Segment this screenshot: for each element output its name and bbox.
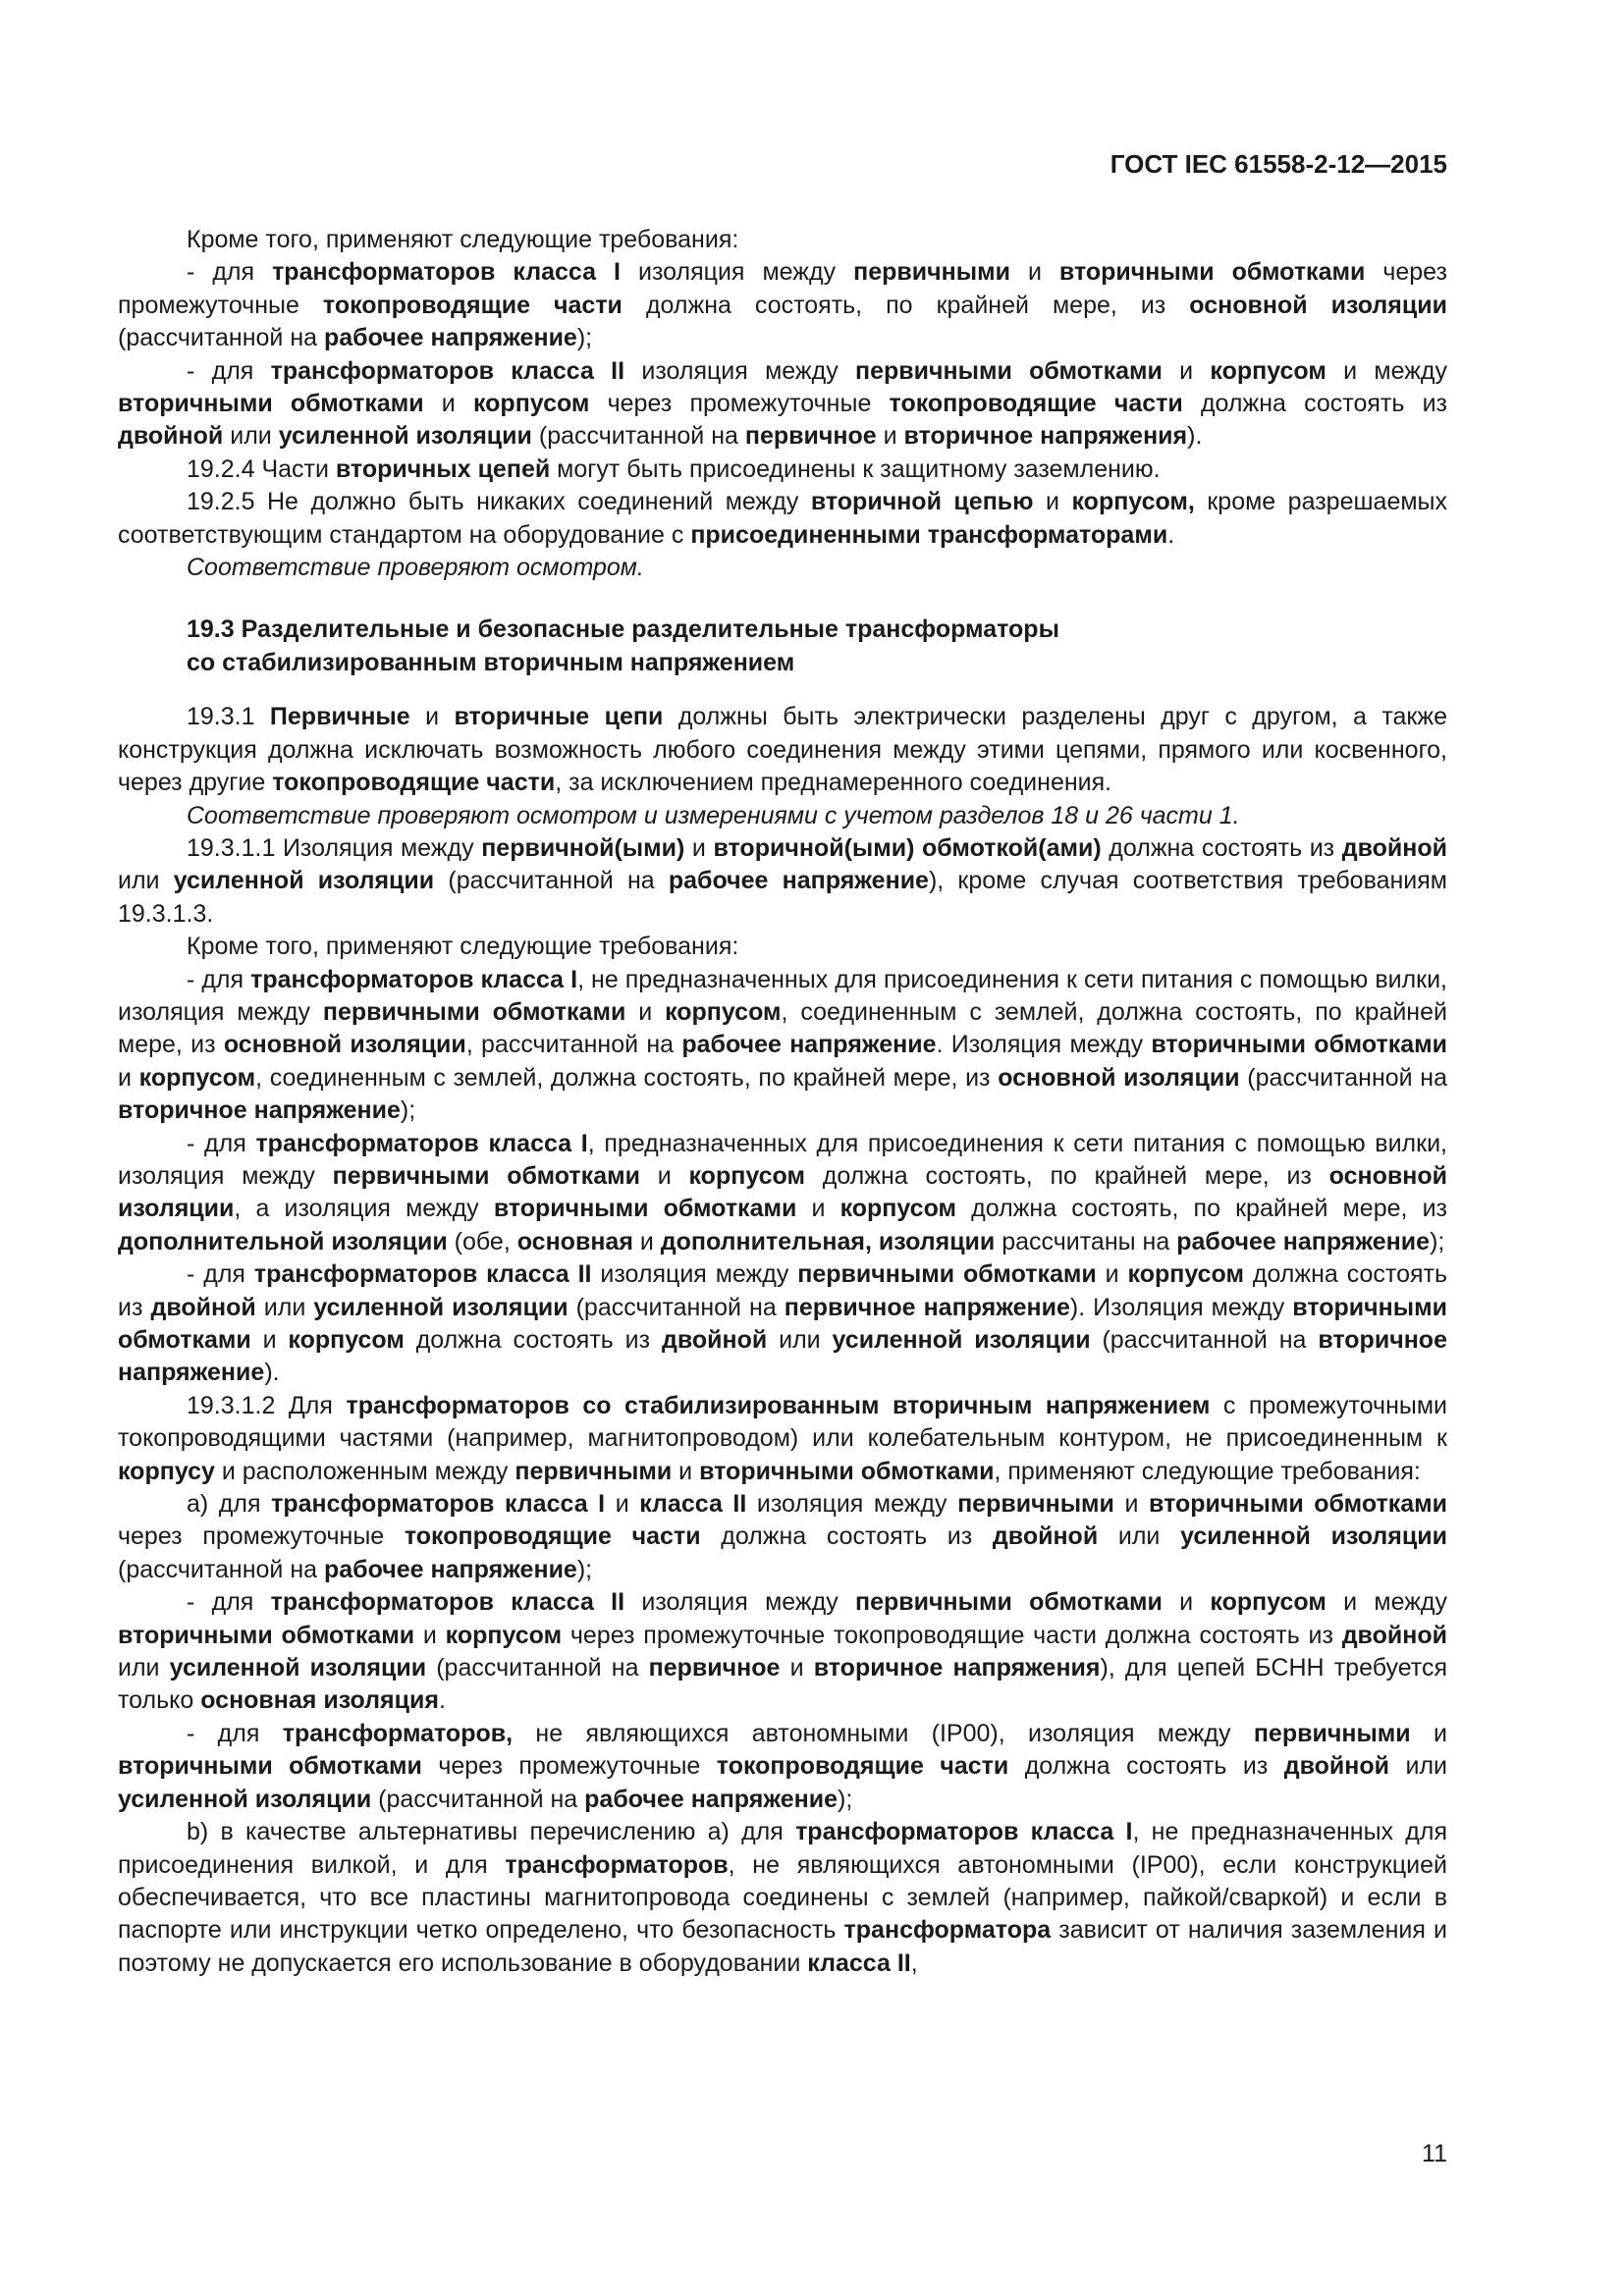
text-run: изоляция между [624, 356, 855, 385]
defined-term: первичными обмотками [322, 997, 626, 1026]
text-run: (рассчитанной на [426, 1654, 649, 1682]
defined-term: трансформаторов класса I [272, 258, 621, 287]
text-run: не являющихся автономными (IP00), изоляция между [513, 1719, 1254, 1747]
defined-term: усиленной изоляции [118, 1785, 372, 1813]
defined-term: трансформаторов класса II [253, 1260, 592, 1289]
paragraph [118, 1258, 1447, 1390]
defined-term: основная изоляция [200, 1686, 439, 1715]
text-run: ), кроме случая соответствия требованиям 19.3.1.3. [118, 867, 1447, 928]
paragraph [118, 1718, 1447, 1816]
section-heading-line: 19.3 Разделительные и безопасные разделительные трансформаторы [187, 615, 1059, 644]
text-run: , соединенным с землей, должна состоять, по крайней мере, из [118, 997, 1447, 1059]
defined-term: корпусом [839, 1195, 957, 1223]
section-heading-line: со стабилизированным вторичным напряжением [187, 648, 795, 676]
defined-term: корпусом [288, 1326, 405, 1354]
text-run: через промежуточные токопроводящие части должна состоять из [562, 1621, 1342, 1649]
paragraph [118, 1586, 1447, 1718]
defined-term: усиленной изоляции [832, 1326, 1091, 1354]
text-run: или [255, 1293, 314, 1321]
text-run: , не являющихся автономными (IP00), если конструкцией обеспечивается, что все пластины магнитопровода соединены с землей (например, пайкой/сваркой) и если в паспорте или инструкции четко определено, что безопасность [118, 1850, 1447, 1945]
paragraph [118, 964, 1447, 1128]
defined-term: вторичными обмотками [493, 1195, 797, 1223]
defined-term: первичными обмотками [797, 1260, 1097, 1289]
defined-term: вторичное напряжения [903, 422, 1188, 451]
defined-term: первичными [1253, 1719, 1411, 1747]
text-run: ), для цепей БСНН требуется только [118, 1654, 1447, 1715]
text-run: b) в качестве альтернативы перечислению а) для [187, 1818, 796, 1846]
defined-term: двойной [150, 1293, 256, 1321]
defined-term: трансформаторов класса II [270, 1588, 625, 1617]
text-run: ); [1430, 1227, 1445, 1255]
defined-term: усиленной изоляции [278, 422, 532, 451]
text-run: - для [187, 1260, 254, 1289]
text-run: 19.3.1.2 Для [187, 1391, 347, 1419]
defined-term: вторичными обмотками [118, 1621, 415, 1649]
text-run: и [632, 1227, 661, 1255]
text-run: - для [187, 1129, 256, 1157]
paragraph [118, 1488, 1447, 1586]
defined-term: вторичной(ыми) обмоткой(ами) [713, 833, 1102, 862]
defined-term: вторичными обмотками [1058, 258, 1366, 287]
text-run: должна состоять из [700, 1522, 993, 1551]
text-run: a) для [187, 1490, 272, 1519]
defined-term: первичными [957, 1490, 1114, 1519]
defined-term: двойной [1283, 1752, 1390, 1781]
defined-term: первичное [744, 422, 877, 451]
defined-term: корпусом [1210, 356, 1326, 385]
text-run: и [605, 1490, 640, 1519]
defined-term: двойной [1341, 833, 1448, 862]
paragraph [118, 1390, 1447, 1488]
text-run: и [876, 422, 904, 451]
defined-term: первичными обмотками [332, 1161, 640, 1190]
text-run: с промежуточными токопроводящими частями (например, магнитопроводом) или колебательным контуром, не присоединенным к [118, 1391, 1447, 1453]
text-run: ); [400, 1096, 416, 1125]
defined-term: вторичными обмотками [118, 1752, 422, 1781]
text-run: ); [576, 1555, 593, 1583]
paragraph [118, 1128, 1447, 1259]
text-run: . Изоляция между [936, 1031, 1152, 1059]
defined-term: усиленной изоляции [1180, 1522, 1447, 1551]
text-run: , [910, 1949, 918, 1977]
text-run: (рассчитанной на [118, 1555, 324, 1583]
defined-term: вторичное напряжение [118, 1326, 1447, 1387]
text-run: должна состоять из [1182, 390, 1448, 418]
text-run: и [423, 390, 473, 418]
text-run: или [118, 1654, 170, 1682]
page-number: 11 [1422, 2140, 1447, 2167]
text-run: или [767, 1326, 833, 1354]
defined-term: трансформаторов класса I [271, 1490, 606, 1519]
text-run: , предназначенных для присоединения к сети питания с помощью вилки, изоляция между [118, 1129, 1447, 1190]
text-run: должна состоять из [1008, 1752, 1284, 1781]
text-run: и [414, 1621, 446, 1649]
paragraph [118, 355, 1447, 454]
defined-term: Первичные [269, 703, 410, 731]
defined-term: трансформаторов класса I [250, 965, 578, 993]
defined-term: трансформаторов [505, 1850, 729, 1879]
defined-term: двойной [992, 1522, 1099, 1551]
text-run: ). [1187, 422, 1203, 451]
paragraph [118, 256, 1447, 354]
text-run: должна состоять, по крайней мере, из [804, 1161, 1329, 1190]
text-run: изоляция между [591, 1260, 798, 1289]
text-run: должна состоять из [1101, 833, 1342, 862]
paragraph [118, 454, 1447, 486]
text-run: или [223, 422, 279, 451]
text-run: и [118, 1063, 139, 1092]
text-run: (рассчитанной на [1239, 1063, 1448, 1092]
defined-term: первичное [648, 1654, 781, 1682]
defined-term: вторичной цепью [810, 488, 1034, 516]
text-run: 19.3.1.1 Изоляция между [187, 833, 482, 862]
defined-term: первичной(ыми) [481, 833, 685, 862]
defined-term: вторичными обмотками [118, 1293, 1447, 1354]
text-run: (рассчитанной на [371, 1785, 585, 1813]
defined-term: рабочее напряжение [584, 1785, 838, 1813]
text-run: и [1033, 488, 1072, 516]
text-run: и [1162, 356, 1211, 385]
defined-term: первичными обмотками [855, 1588, 1163, 1617]
text-run: и [1113, 1490, 1150, 1519]
text-run: 19.2.5 Не должно быть никаких соединений между [187, 488, 811, 516]
defined-term: вторичное напряжение [118, 1096, 401, 1125]
defined-term: токопроводящие части [716, 1752, 1009, 1781]
defined-term: трансформаторов со стабилизированным вторичным напряжением [346, 1391, 1211, 1419]
defined-term: корпусу [118, 1457, 215, 1485]
text-run: и между [1326, 356, 1448, 385]
defined-term: усиленной изоляции [169, 1654, 427, 1682]
defined-term: первичными [853, 258, 1010, 287]
text-run: . [438, 1686, 446, 1715]
text-run: изоляция между [621, 258, 854, 287]
text-run: и [780, 1654, 814, 1682]
defined-term: усиленной изоляции [313, 1293, 568, 1321]
text-run: рассчитаны на [995, 1227, 1177, 1255]
defined-term: усиленной изоляции [173, 867, 435, 895]
defined-term: токопроводящие части [404, 1522, 701, 1551]
defined-term: корпусом [138, 1063, 256, 1092]
paragraph [118, 1816, 1447, 1980]
text-run: (рассчитанной на [1090, 1326, 1319, 1354]
defined-term: класса II [807, 1949, 911, 1977]
text-run: изоляция между [624, 1588, 855, 1617]
text-run: (рассчитанной на [568, 1293, 785, 1321]
text-run: ). Изоляция между [1069, 1293, 1293, 1321]
text-run: изоляция между [746, 1490, 958, 1519]
text-run: 19.3.1 [187, 703, 270, 731]
defined-term: первичное напряжение [784, 1293, 1070, 1321]
text-run: должны быть электрически разделены друг с другом, а также конструкция должна исключать возможность любого соединения между этими цепями, прямого или косвенного, через другие [118, 703, 1447, 797]
text-run: - для [187, 965, 251, 993]
text-run: ); [838, 1785, 853, 1813]
text-run: , за исключением преднамеренного соединения. [555, 769, 1112, 797]
text-run: и [1096, 1260, 1128, 1289]
defined-term: рабочее напряжение [324, 324, 577, 352]
text-run: или [1389, 1752, 1448, 1781]
defined-term: основной изоляции [1189, 291, 1447, 319]
defined-term: вторичные цепи [454, 703, 664, 731]
document-body [118, 224, 1447, 1980]
text-run: (рассчитанной на [531, 422, 745, 451]
text-run: - для [187, 1588, 271, 1617]
text-run: через промежуточные [118, 258, 1448, 319]
text-run: Кроме того, применяют следующие требования: [187, 226, 739, 253]
text-run: зависит от наличия заземления и поэтому не допускается его использование в оборудовании [118, 1916, 1447, 1977]
text-run: и [684, 833, 714, 862]
text-run: через промежуточные [589, 390, 890, 418]
text-run: , рассчитанной на [465, 1031, 682, 1059]
defined-term: токопроводящие части [272, 769, 556, 797]
text-run: - для [187, 258, 273, 287]
text-run: (обе, [447, 1227, 517, 1255]
defined-term: вторичными обмотками [1149, 1490, 1448, 1519]
paragraph [118, 224, 1447, 256]
defined-term: рабочее напряжение [324, 1555, 577, 1583]
defined-term: двойной [118, 422, 224, 451]
text-run: и [1410, 1719, 1447, 1747]
text-run: и [1162, 1588, 1211, 1617]
text-run: , применяют следующие требования: [994, 1457, 1421, 1485]
text-run: или [118, 867, 174, 895]
text-run: ). [264, 1359, 280, 1387]
text-run: , соединенным с землей, должна состоять, по крайней мере, из [255, 1063, 999, 1092]
text-run: и [625, 997, 666, 1026]
text-run: , не предназначенных для присоединения к сети питания с помощью вилки, изоляция между [118, 965, 1447, 1026]
defined-term: токопроводящие части [889, 390, 1183, 418]
defined-term: корпусом [665, 997, 782, 1026]
defined-term: дополнительная, изоляции [660, 1227, 996, 1255]
defined-term: вторичными обмотками [699, 1457, 995, 1485]
paragraph [118, 832, 1447, 931]
text-run: кроме разрешаемых соответствующим стандартом на оборудование с [118, 488, 1448, 549]
text-run: могут быть присоединены к защитному заземлению. [550, 454, 1161, 483]
text-run: должна состоять, по крайней мере, из [956, 1195, 1448, 1223]
text-run: , а изоляция между [234, 1195, 494, 1223]
defined-term: основной изоляции [998, 1063, 1240, 1092]
defined-term: рабочее напряжение [1176, 1227, 1431, 1255]
defined-term: корпусом [445, 1621, 563, 1649]
defined-term: двойной [661, 1326, 768, 1354]
text-run: через промежуточные [118, 1522, 405, 1551]
compliance-note [118, 800, 1447, 832]
defined-term: трансформаторов, [282, 1719, 514, 1747]
section-heading [187, 614, 1447, 679]
text-run: и [796, 1195, 840, 1223]
paragraph [118, 701, 1447, 799]
text-run: (рассчитанной на [434, 867, 669, 895]
text-run: и [409, 703, 455, 731]
document-number-header: ГОСТ IEC 61558-2-12—2015 [1110, 149, 1447, 179]
defined-term: вторичными обмотками [118, 390, 424, 418]
paragraph [118, 931, 1447, 963]
text-run: - для [187, 1719, 283, 1747]
defined-term: трансформатора [843, 1916, 1052, 1945]
text-run: и между [1326, 1588, 1448, 1617]
text-run: и [639, 1161, 689, 1190]
defined-term: класса II [639, 1490, 747, 1519]
text-run: Соответствие проверяют осмотром и измерениями с учетом разделов 18 и 26 части 1. [187, 801, 1240, 829]
text-run: (рассчитанной на [118, 324, 324, 352]
defined-term: корпусом [1210, 1588, 1326, 1617]
defined-term: трансформаторов класса I [255, 1129, 588, 1157]
text-run: должна состоять из [118, 1260, 1448, 1321]
defined-term: первичными обмотками [855, 356, 1163, 385]
text-run: , не предназначенных для присоединения вилкой, и для [118, 1818, 1448, 1879]
defined-term: основная [516, 1227, 633, 1255]
text-run: и [672, 1457, 700, 1485]
defined-term: вторичное напряжения [813, 1654, 1101, 1682]
defined-term: рабочее напряжение [681, 1031, 937, 1059]
defined-term: присоединенными трансформаторами [690, 520, 1168, 549]
text-run: ); [576, 324, 593, 352]
text-run: или [1098, 1522, 1181, 1551]
text-run: должна состоять из [404, 1326, 662, 1354]
text-run: - для [187, 356, 271, 385]
defined-term: дополнительной изоляции [118, 1227, 448, 1255]
defined-term: трансформаторов класса I [795, 1818, 1133, 1846]
defined-term: рабочее напряжение [668, 867, 929, 895]
defined-term: основной изоляции [223, 1031, 466, 1059]
text-run: должна состоять, по крайней мере, из [622, 291, 1190, 319]
defined-term: трансформаторов класса II [270, 356, 625, 385]
paragraph [118, 486, 1447, 552]
defined-term: вторичных цепей [335, 454, 551, 483]
defined-term: корпусом [472, 390, 590, 418]
text-run: 19.2.4 Части [187, 454, 336, 483]
defined-term: вторичными обмотками [1151, 1031, 1448, 1059]
defined-term: двойной [1341, 1621, 1447, 1649]
text-run: . [1167, 520, 1175, 549]
text-run: Соответствие проверяют осмотром. [187, 554, 644, 582]
text-run: через промежуточные [421, 1752, 717, 1781]
text-run: и расположенным между [214, 1457, 515, 1485]
defined-term: основной изоляции [118, 1161, 1447, 1223]
defined-term: токопроводящие части [322, 291, 623, 319]
defined-term: корпусом [1127, 1260, 1244, 1289]
compliance-note [118, 552, 1447, 584]
defined-term: первичными [514, 1457, 673, 1485]
defined-term: корпусом [688, 1161, 805, 1190]
text-run: Кроме того, применяют следующие требования: [187, 933, 739, 961]
text-run: и [250, 1326, 289, 1354]
text-run: и [1009, 258, 1059, 287]
defined-term: корпусом, [1071, 488, 1195, 516]
